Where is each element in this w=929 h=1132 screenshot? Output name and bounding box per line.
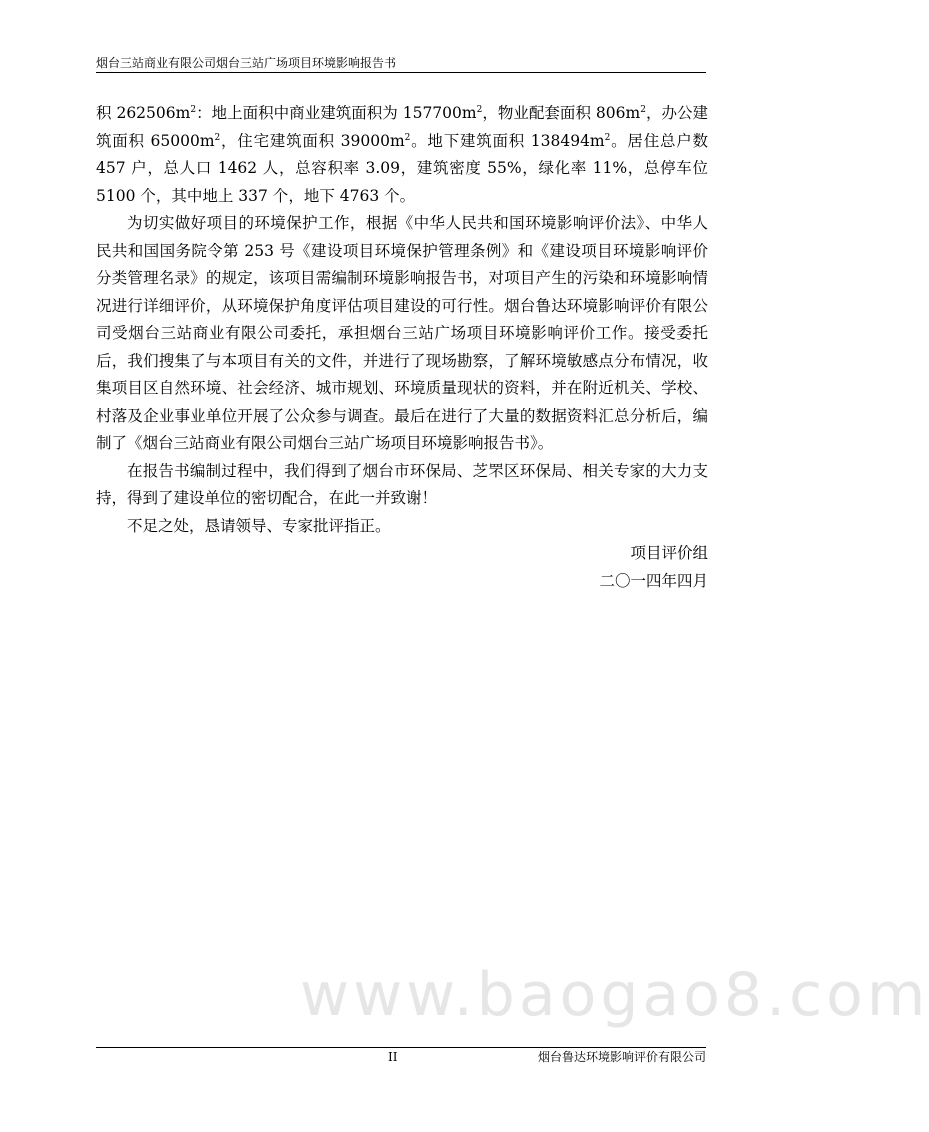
text-run: 。居住总户数 457 户，总人口 1462 人，总容积率 3.09，建筑密度 55%，绿化率 11%，总停车位 5100 个，其中地上 337 个，地下 4763 个。 xyxy=(96,131,709,205)
superscript: 2 xyxy=(214,132,221,143)
text-run: 。地下建筑面积 138494m xyxy=(410,131,605,150)
page-number: II xyxy=(388,1050,398,1064)
footer-divider xyxy=(96,1047,706,1048)
paragraph-background: 为切实做好项目的环境保护工作，根据《中华人民共和国环境影响评价法》、中华人民共和国国务院令第 253 号《建设项目环境保护管理条例》和《建设项目环境影响评价分类管理名录》的规定，该项目需编制环境影响报告书，对项目产生的污染和环境影响情况进行详细评价，从环境保护角度评估项目建设的可行性。烟台鲁达环境影响评价有限公司受烟台三站商业有限公司委托，承担烟台三站广场项目环境影响评价工作。接受委托后，我们搜集了与本项目有关的文件，并进行了现场勘察，了解环境敏感点分布情况，收集项目区自然环境、社会经济、城市规划、环境质量现状的资料，并在附近机关、学校、村落及企业事业单位开展了公众参与调查。最后在进行了大量的数据资料汇总分析后，编制了《烟台三站商业有限公司烟台三站广场项目环境影响报告书》。 xyxy=(96,214,708,452)
superscript: 2 xyxy=(640,104,646,115)
paragraph-area-stats xyxy=(96,100,708,210)
superscript: 2 xyxy=(404,132,411,143)
text-run: ，物业配套面积 806m xyxy=(482,104,641,122)
signature-date: 二〇一四年四月 xyxy=(599,571,708,590)
document-body xyxy=(96,100,708,595)
text-run: ：地上面积中商业建筑面积为 157700m xyxy=(196,104,477,122)
text-run: ，住宅建筑面积 39000m xyxy=(220,131,405,150)
paragraph-closing: 不足之处，恳请领导、专家批评指正。 xyxy=(127,516,391,535)
superscript: 2 xyxy=(476,104,483,115)
footer-company-name: 烟台鲁达环境影响评价有限公司 xyxy=(537,1050,706,1064)
paragraph-acknowledgement: 在报告书编制过程中，我们得到了烟台市环保局、芝罘区环保局、相关专家的大力支持，得到了建设单位的密切配合，在此一并致谢！ xyxy=(96,461,708,507)
superscript: 2 xyxy=(604,132,611,143)
text-run: ，办公建筑面积 65000m xyxy=(96,104,708,150)
signature-group: 项目评价组 xyxy=(630,544,708,562)
text-run: 积 262506m xyxy=(96,104,191,122)
page-header-title: 烟台三站商业有限公司烟台三站广场项目环境影响报告书 xyxy=(96,56,397,70)
superscript: 2 xyxy=(190,104,197,115)
header-divider xyxy=(96,72,706,73)
watermark: www.baogao8.com xyxy=(300,960,929,1030)
